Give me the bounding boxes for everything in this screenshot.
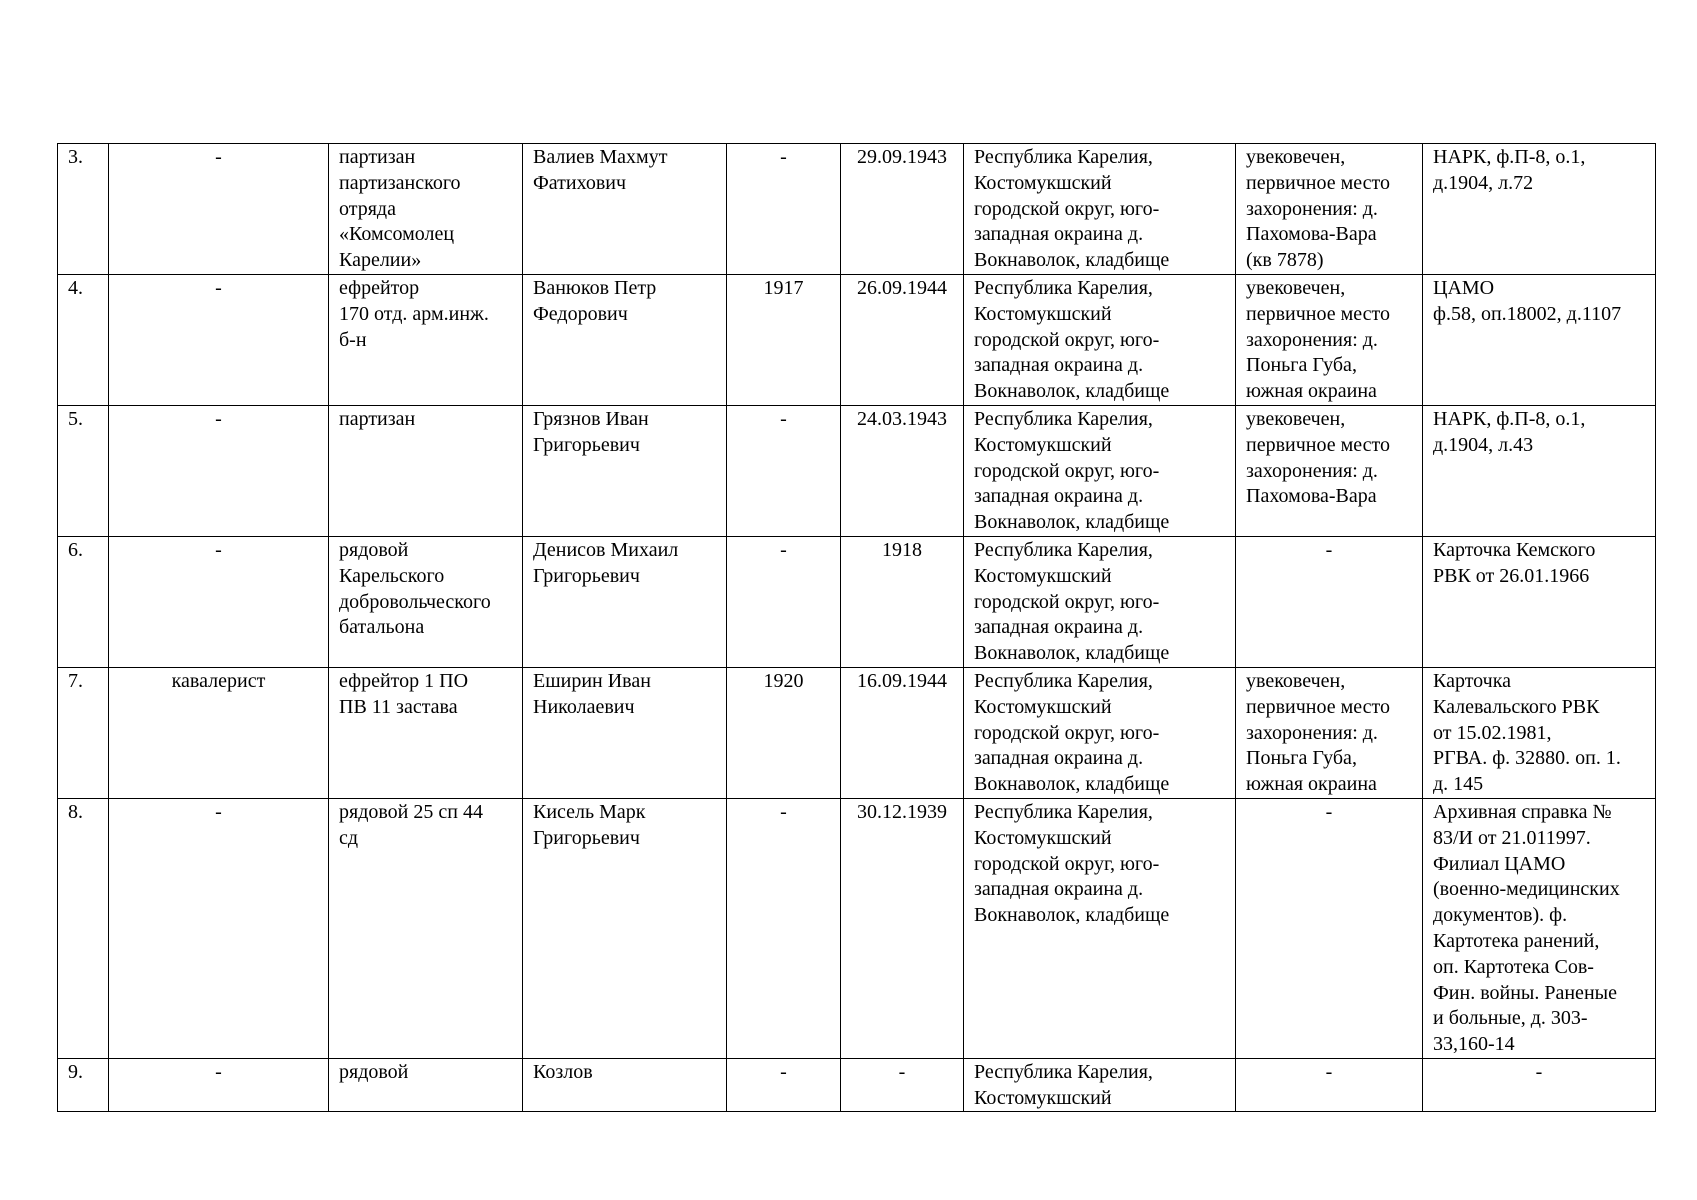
birth-year-cell: - — [727, 536, 841, 667]
death-date-cell: 26.09.1944 — [841, 274, 964, 405]
table-row — [58, 1058, 1656, 1112]
table-row — [58, 667, 1656, 798]
birth-year-cell: 1917 — [727, 274, 841, 405]
row-number-cell: 8. — [58, 798, 109, 1058]
birth-year-cell: - — [727, 1058, 841, 1112]
memorialized-cell: - — [1236, 798, 1423, 1058]
burial-records-table — [57, 143, 1656, 1112]
source-cell: Карточка Кемского РВК от 26.01.1966 — [1423, 536, 1656, 667]
table-row — [58, 536, 1656, 667]
burial-place-cell: Республика Карелия, Костомукшский городской округ, юго- западная окраина д. Вокнаволок, кладбище — [964, 798, 1236, 1058]
column-2-cell: - — [109, 798, 329, 1058]
rank-unit-cell: рядовой 25 сп 44 сд — [329, 798, 523, 1058]
death-date-cell: 30.12.1939 — [841, 798, 964, 1058]
row-number-cell: 7. — [58, 667, 109, 798]
rank-unit-cell: рядовой — [329, 1058, 523, 1112]
column-2-cell: - — [109, 536, 329, 667]
memorialized-cell: - — [1236, 1058, 1423, 1112]
memorialized-cell: увековечен, первичное место захоронения: д. Пахомова-Вара — [1236, 405, 1423, 536]
rank-unit-cell: рядовой Карельского добровольческого батальона — [329, 536, 523, 667]
death-date-cell: - — [841, 1058, 964, 1112]
burial-place-cell: Республика Карелия, Костомукшский городской округ, юго- западная окраина д. Вокнаволок, кладбище — [964, 667, 1236, 798]
rank-unit-cell: партизан — [329, 405, 523, 536]
rank-unit-cell: ефрейтор 170 отд. арм.инж. б-н — [329, 274, 523, 405]
row-number-cell: 4. — [58, 274, 109, 405]
birth-year-cell: - — [727, 144, 841, 275]
row-number-cell: 3. — [58, 144, 109, 275]
column-2-cell: кавалерист — [109, 667, 329, 798]
name-cell: Валиев Махмут Фатихович — [523, 144, 727, 275]
table-row — [58, 274, 1656, 405]
column-2-cell: - — [109, 405, 329, 536]
name-cell: Ванюков Петр Федорович — [523, 274, 727, 405]
table-row — [58, 798, 1656, 1058]
rank-unit-cell: ефрейтор 1 ПО ПВ 11 застава — [329, 667, 523, 798]
row-number-cell: 5. — [58, 405, 109, 536]
death-date-cell: 16.09.1944 — [841, 667, 964, 798]
source-cell: ЦАМО ф.58, оп.18002, д.1107 — [1423, 274, 1656, 405]
memorialized-cell: увековечен, первичное место захоронения: д. Пахомова-Вара (кв 7878) — [1236, 144, 1423, 275]
burial-place-cell: Республика Карелия, Костомукшский городской округ, юго- западная окраина д. Вокнаволок, кладбище — [964, 536, 1236, 667]
name-cell: Денисов Михаил Григорьевич — [523, 536, 727, 667]
death-date-cell: 29.09.1943 — [841, 144, 964, 275]
column-2-cell: - — [109, 274, 329, 405]
name-cell: Кисель Марк Григорьевич — [523, 798, 727, 1058]
source-cell: - — [1423, 1058, 1656, 1112]
name-cell: Грязнов Иван Григорьевич — [523, 405, 727, 536]
memorialized-cell: увековечен, первичное место захоронения: д. Поньга Губа, южная окраина — [1236, 274, 1423, 405]
name-cell: Козлов — [523, 1058, 727, 1112]
table-row — [58, 144, 1656, 275]
burial-place-cell: Республика Карелия, Костомукшский городской округ, юго- западная окраина д. Вокнаволок, кладбище — [964, 405, 1236, 536]
death-date-cell: 1918 — [841, 536, 964, 667]
source-cell: НАРК, ф.П-8, о.1, д.1904, л.72 — [1423, 144, 1656, 275]
birth-year-cell: 1920 — [727, 667, 841, 798]
memorialized-cell: - — [1236, 536, 1423, 667]
birth-year-cell: - — [727, 405, 841, 536]
column-2-cell: - — [109, 144, 329, 275]
source-cell: Карточка Калевальского РВК от 15.02.1981, РГВА. ф. 32880. оп. 1. д. 145 — [1423, 667, 1656, 798]
birth-year-cell: - — [727, 798, 841, 1058]
memorialized-cell: увековечен, первичное место захоронения: д. Поньга Губа, южная окраина — [1236, 667, 1423, 798]
column-2-cell: - — [109, 1058, 329, 1112]
burial-place-cell: Республика Карелия, Костомукшский городской округ, юго- западная окраина д. Вокнаволок, кладбище — [964, 144, 1236, 275]
row-number-cell: 6. — [58, 536, 109, 667]
source-cell: НАРК, ф.П-8, о.1, д.1904, л.43 — [1423, 405, 1656, 536]
burial-place-cell: Республика Карелия, Костомукшский городской округ, юго- западная окраина д. Вокнаволок, кладбище — [964, 274, 1236, 405]
name-cell: Еширин Иван Николаевич — [523, 667, 727, 798]
burial-place-cell: Республика Карелия, Костомукшский — [964, 1058, 1236, 1112]
table-row — [58, 405, 1656, 536]
source-cell: Архивная справка № 83/И от 21.011997. Филиал ЦАМО (военно-медицинских документов). ф. Картотека ранений, оп. Картотека Сов- Фин. войны. Раненые и больные, д. 303- 33,160-14 — [1423, 798, 1656, 1058]
row-number-cell: 9. — [58, 1058, 109, 1112]
death-date-cell: 24.03.1943 — [841, 405, 964, 536]
rank-unit-cell: партизан партизанского отряда «Комсомолец Карелии» — [329, 144, 523, 275]
